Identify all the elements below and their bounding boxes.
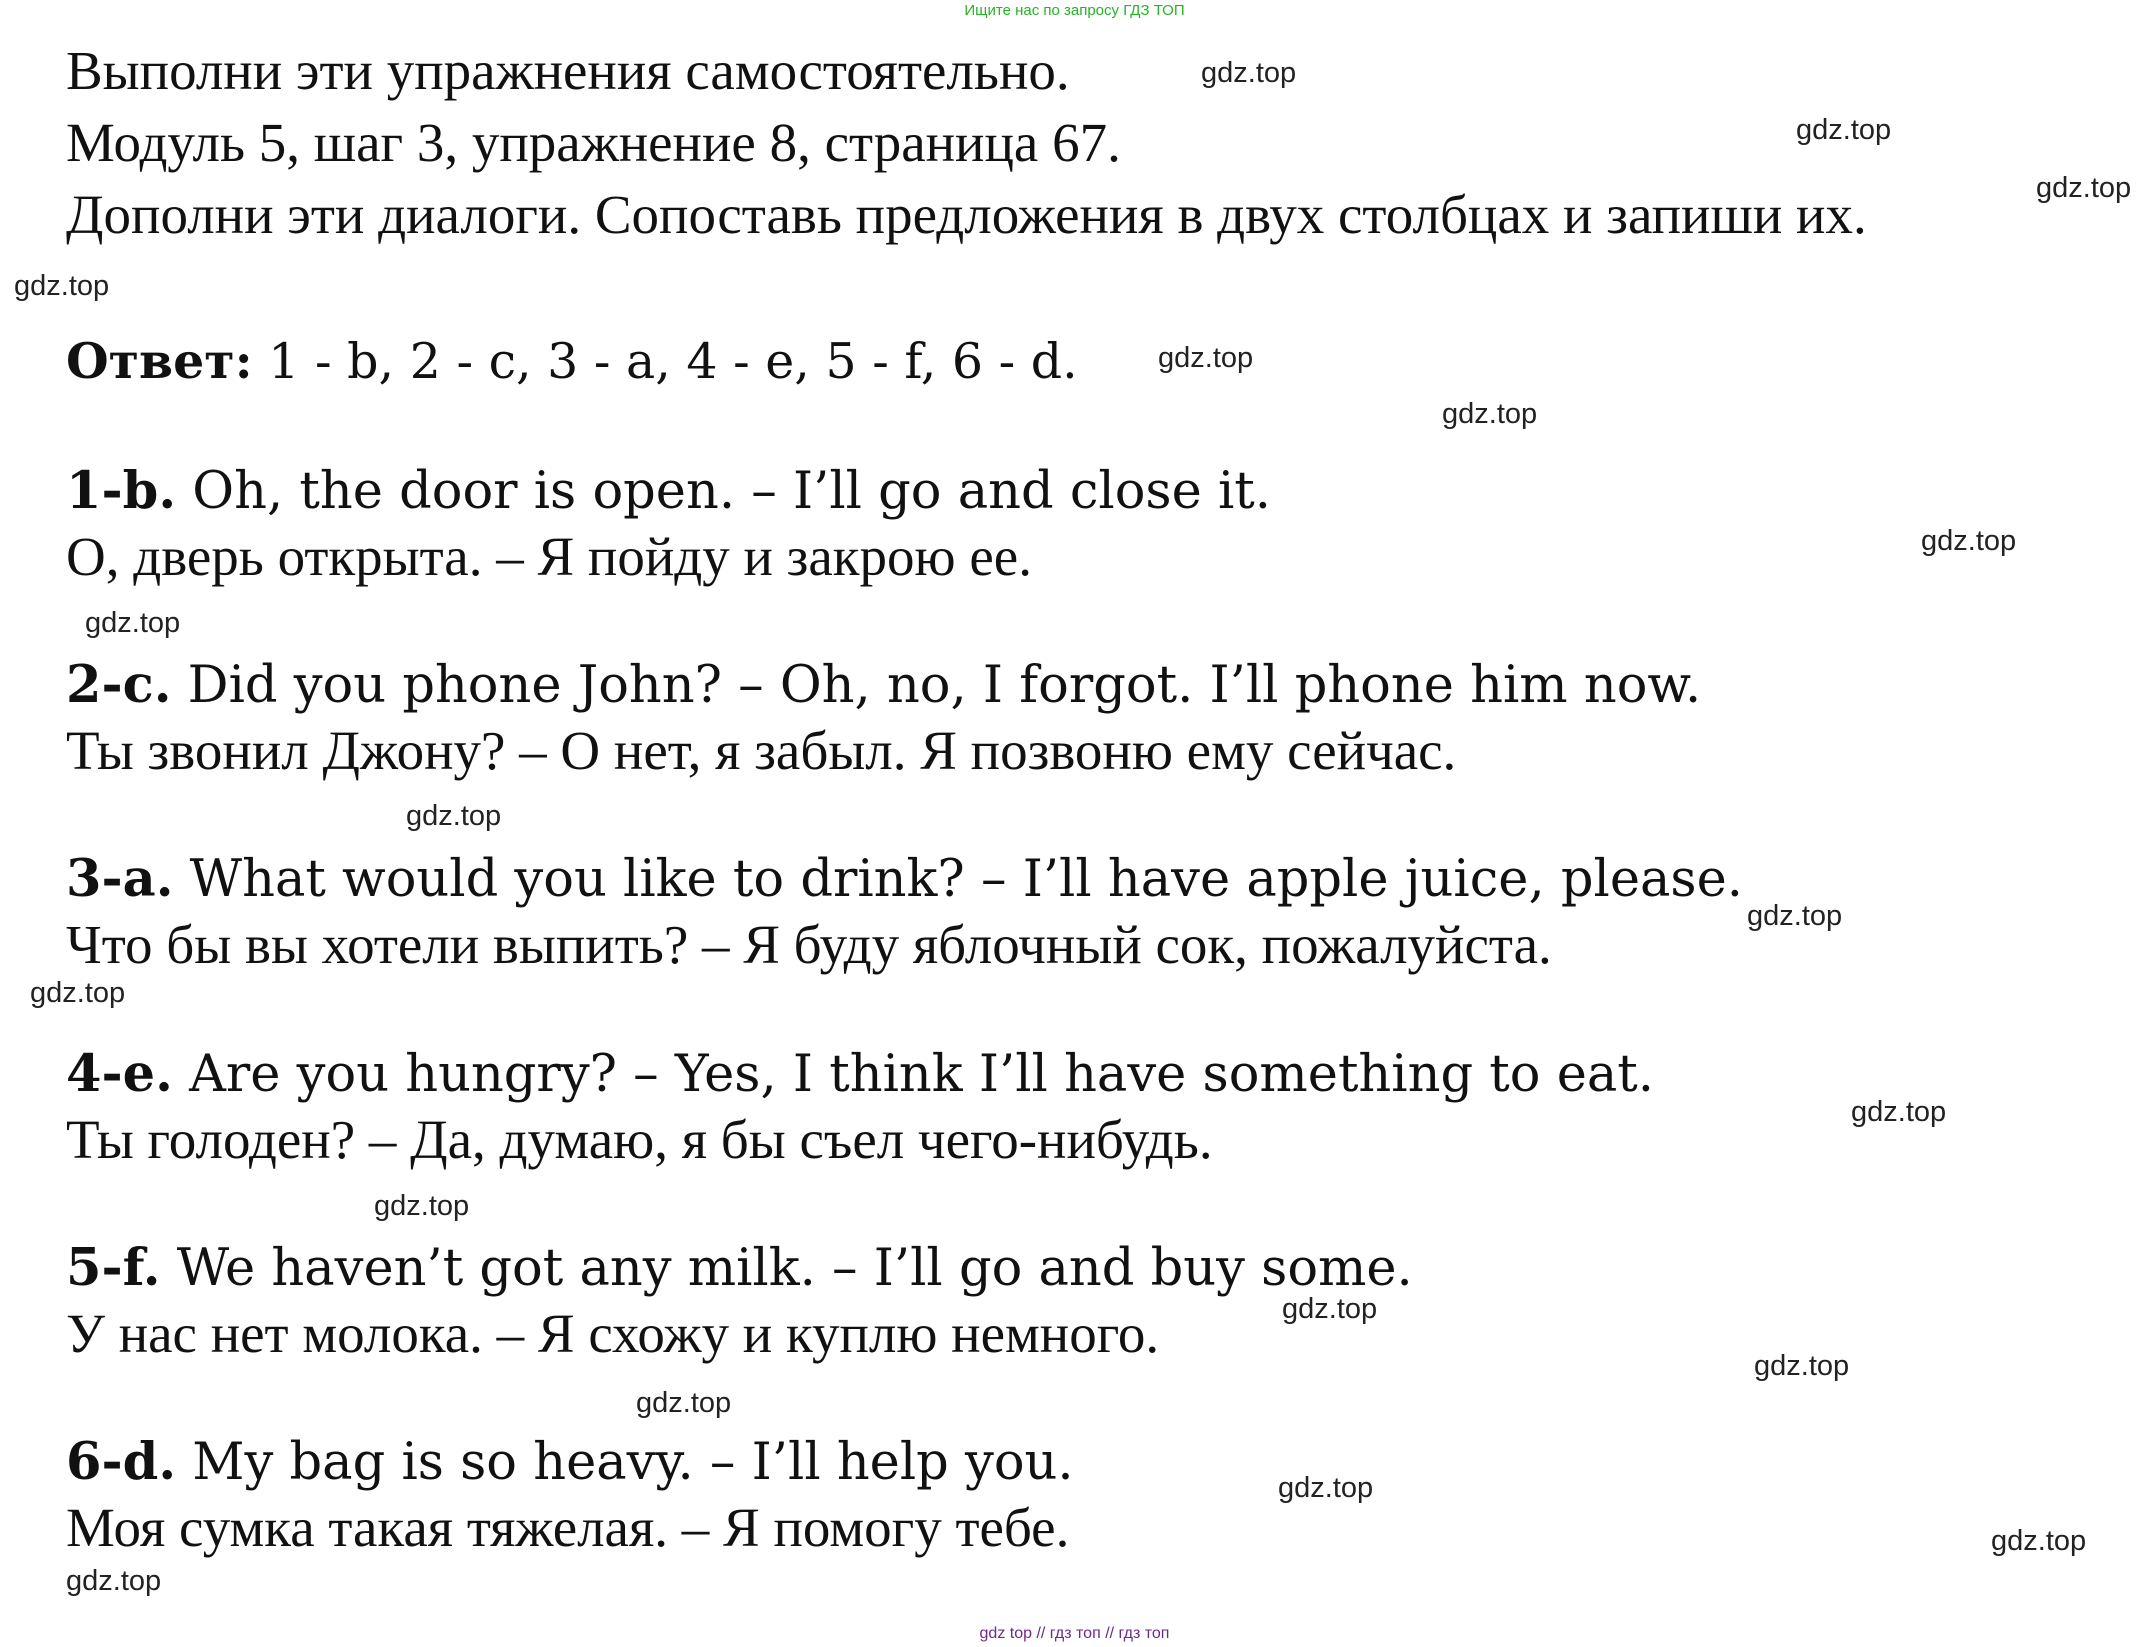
- answer-label: Ответ:: [66, 332, 253, 390]
- dialog-ru-6: Моя сумка такая тяжелая. – Я помогу тебе.: [66, 1497, 1070, 1558]
- watermark: gdz.top: [1282, 1293, 1378, 1325]
- instruction-line-3: Дополни эти диалоги. Сопоставь предложения в двух столбцах и запиши их.: [66, 184, 1867, 245]
- dialog-en-1: [66, 460, 1271, 523]
- dialog-label-4: 4-e.: [66, 1044, 173, 1104]
- dialog-en-text-1: Oh, the door is open. – I’ll go and close it.: [176, 462, 1271, 521]
- watermark: gdz.top: [1747, 900, 1843, 932]
- watermark: gdz.top: [1278, 1472, 1374, 1504]
- dialog-ru-3: Что бы вы хотели выпить? – Я буду яблочный сок, пожалуйста.: [66, 914, 1552, 975]
- dialog-en-text-3: What would you like to drink? – I’ll have apple juice, please.: [173, 850, 1743, 909]
- dialog-ru-1: О, дверь открыта. – Я пойду и закрою ее.: [66, 526, 1032, 587]
- dialog-label-3: 3-a.: [66, 849, 174, 909]
- dialog-en-4: [66, 1043, 1654, 1106]
- watermark: gdz.top: [406, 800, 502, 832]
- dialog-ru-5: У нас нет молока. – Я схожу и куплю немного.: [66, 1303, 1160, 1364]
- watermark: gdz.top: [1796, 114, 1892, 146]
- dialog-en-2: [66, 654, 1701, 717]
- answer-text: 1 - b, 2 - c, 3 - a, 4 - e, 5 - f, 6 - d.: [252, 333, 1078, 390]
- dialog-en-6: [66, 1431, 1074, 1494]
- watermark: gdz.top: [1158, 342, 1254, 374]
- watermark: gdz.top: [30, 977, 126, 1009]
- watermark: gdz.top: [1201, 57, 1297, 89]
- instruction-line-1: Выполни эти упражнения самостоятельно.: [66, 40, 1070, 101]
- watermark: gdz.top: [1442, 398, 1538, 430]
- watermark: gdz.top: [1991, 1525, 2087, 1557]
- watermark: gdz.top: [636, 1387, 732, 1419]
- dialog-label-2: 2-c.: [66, 655, 172, 715]
- dialog-label-1: 1-b.: [66, 461, 177, 521]
- dialog-ru-4: Ты голоден? – Да, думаю, я бы съел чего-нибудь.: [66, 1109, 1213, 1170]
- dialog-en-5: [66, 1237, 1413, 1300]
- dialog-en-text-5: We haven’t got any milk. – I’ll go and buy some.: [160, 1239, 1413, 1298]
- dialog-en-text-4: Are you hungry? – Yes, I think I’ll have something to eat.: [172, 1045, 1655, 1104]
- answer-line: [66, 330, 1078, 393]
- watermark: gdz.top: [85, 607, 181, 639]
- watermark: gdz.top: [66, 1565, 162, 1597]
- dialog-label-5: 5-f.: [66, 1238, 161, 1298]
- dialog-ru-2: Ты звонил Джону? – О нет, я забыл. Я позвоню ему сейчас.: [66, 720, 1457, 781]
- watermark: gdz.top: [1851, 1096, 1947, 1128]
- dialog-label-6: 6-d.: [66, 1432, 177, 1492]
- dialog-en-3: [66, 848, 1743, 911]
- footer-links: gdz top // гдз топ // гдз топ: [979, 1625, 1170, 1642]
- watermark: gdz.top: [1921, 525, 2017, 557]
- watermark: gdz.top: [2036, 172, 2132, 204]
- instruction-line-2: Модуль 5, шаг 3, упражнение 8, страница 67.: [66, 112, 1121, 173]
- watermark: gdz.top: [374, 1190, 470, 1222]
- dialog-en-text-6: My bag is so heavy. – I’ll help you.: [176, 1433, 1074, 1492]
- watermark: gdz.top: [14, 270, 110, 302]
- dialog-en-text-2: Did you phone John? – Oh, no, I forgot. I’ll phone him now.: [171, 656, 1702, 715]
- top-banner: Ищите нас по запросу ГДЗ ТОП: [964, 2, 1185, 19]
- watermark: gdz.top: [1754, 1350, 1850, 1382]
